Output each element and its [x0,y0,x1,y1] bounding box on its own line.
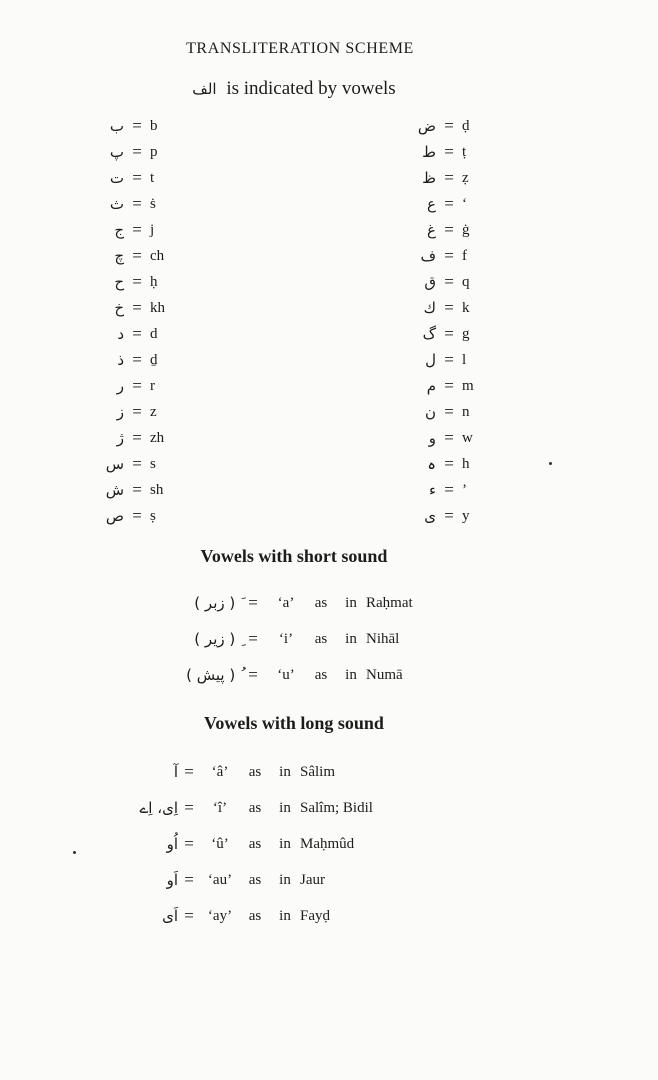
equals-sign: = [444,298,454,317]
vowel-value: ‘î’ [212,799,228,816]
vowel-row [100,794,373,822]
equals-sign: = [444,480,454,499]
latin-transliteration: ḏ [150,352,158,368]
consonant-row [408,399,492,425]
consonant-row [96,321,180,347]
latin-transliteration: ‘ [462,196,467,212]
vowel-row [170,661,403,689]
consonant-row [408,217,492,243]
equals-sign: = [248,665,258,684]
latin-transliteration: k [462,300,470,316]
latin-transliteration: p [150,144,158,160]
latin-transliteration: ṡ [150,196,156,212]
subtitle-text: is indicated by vowels [226,78,396,99]
arabic-letter: س [105,455,124,473]
latin-transliteration: q [462,274,470,290]
equals-sign: = [444,142,454,161]
vowel-row [100,866,325,894]
example-word: Sâlim [300,763,336,780]
equals-sign: = [132,116,142,135]
consonant-row [96,269,180,295]
consonant-column-right [408,113,492,529]
latin-transliteration: sh [150,482,164,498]
arabic-letter: ل [425,351,436,369]
in-word: in [279,799,291,816]
consonant-row [408,295,492,321]
equals-sign: = [132,298,142,317]
latin-transliteration: ṭ [462,144,467,160]
arabic-letter: ق [424,273,436,291]
consonant-row [408,373,492,399]
arabic-letter: پ [109,143,124,161]
equals-sign: = [132,324,142,343]
vowel-value: ‘â’ [211,763,229,780]
vowel-arabic: اِی، اِے [139,799,178,817]
vowel-value: ‘i’ [278,630,294,647]
vowel-arabic: اَو [166,871,178,889]
consonant-row [96,373,180,399]
equals-sign: = [132,480,142,499]
latin-transliteration: y [462,508,470,524]
speck [73,851,76,854]
latin-transliteration: r [150,378,155,394]
latin-transliteration: n [462,404,470,420]
short-vowels-heading: Vowels with short sound [200,546,388,566]
latin-transliteration: ẓ [462,170,469,186]
arabic-letter: خ [114,299,124,317]
vowel-arabic: اُو [166,835,178,853]
vowel-value: ‘û’ [211,835,229,852]
in-word: in [279,871,291,888]
latin-transliteration: h [462,456,470,472]
arabic-letter: ذ [117,351,124,369]
latin-transliteration: j [150,222,155,238]
arabic-letter: غ [427,221,436,239]
arabic-letter: ء [428,481,436,499]
latin-transliteration: b [150,118,158,134]
consonant-row [96,399,180,425]
arabic-letter: ی [424,507,436,525]
arabic-letter: ط [422,143,436,161]
vowel-row [170,589,413,617]
arabic-letter: ن [424,403,436,421]
latin-transliteration: zh [150,430,165,446]
latin-transliteration: f [462,248,467,264]
equals-sign: = [132,428,142,447]
example-word: Raḥmat [366,594,413,611]
consonant-row [96,139,180,165]
latin-transliteration: kh [150,300,165,316]
equals-sign: = [444,116,454,135]
subtitle [0,78,588,100]
subtitle-arabic: الف [192,82,217,98]
vowel-row [100,758,335,786]
consonant-column-left [96,113,180,529]
in-word: in [345,666,357,683]
arabic-letter: ع [427,195,436,213]
vowel-arabic: ُ ( پیش ) [186,666,240,684]
equals-sign: = [444,324,454,343]
equals-sign: = [444,246,454,265]
consonant-row [408,139,492,165]
equals-sign: = [184,870,194,889]
vowel-row [170,625,399,653]
as-word: as [248,799,262,816]
equals-sign: = [132,272,142,291]
equals-sign: = [184,798,194,817]
consonant-row [408,321,492,347]
consonant-row [408,113,492,139]
vowel-value: ‘a’ [277,594,295,611]
consonant-row [408,425,492,451]
as-word: as [248,907,262,924]
in-word: in [279,835,291,852]
consonant-row [408,243,492,269]
equals-sign: = [184,906,194,925]
consonant-row [408,477,492,503]
latin-transliteration: ’ [462,482,467,498]
equals-sign: = [248,629,258,648]
consonant-row [408,165,492,191]
consonant-row [96,451,180,477]
as-word: as [248,835,262,852]
consonant-row [96,503,180,529]
arabic-letter: ج [114,221,124,239]
vowel-arabic: آ [173,763,178,781]
arabic-letter: ہ [427,455,436,473]
arabic-letter: گ [422,325,436,343]
vowel-arabic: ِ ( زیر ) [194,630,240,648]
example-word: Maḥmûd [300,835,355,852]
in-word: in [279,907,291,924]
latin-transliteration: d [150,326,158,342]
equals-sign: = [132,376,142,395]
arabic-letter: ز [116,403,124,421]
arabic-letter: ث [109,195,124,213]
consonant-row [96,113,180,139]
consonant-row [96,477,180,503]
consonant-row [408,191,492,217]
as-word: as [314,594,328,611]
equals-sign: = [184,834,194,853]
latin-transliteration: ch [150,248,165,264]
latin-transliteration: z [150,404,157,420]
vowel-row [100,902,330,930]
arabic-letter: ك [423,299,436,317]
equals-sign: = [444,506,454,525]
example-word: Numā [366,666,403,683]
vowel-value: ‘u’ [277,666,295,683]
latin-transliteration: g [462,326,470,342]
consonant-row [408,503,492,529]
equals-sign: = [444,168,454,187]
consonant-row [96,295,180,321]
arabic-letter: ت [109,169,124,187]
equals-sign: = [444,402,454,421]
consonant-row [96,243,180,269]
latin-transliteration: w [462,430,473,446]
equals-sign: = [132,454,142,473]
speck [549,462,552,465]
arabic-letter: ص [105,507,124,525]
equals-sign: = [444,194,454,213]
example-word: Nihāl [366,630,400,647]
page-title: TRANSLITERATION SCHEME [186,40,414,57]
equals-sign: = [444,220,454,239]
equals-sign: = [444,376,454,395]
arabic-letter: ض [417,117,436,135]
arabic-letter: ژ [116,429,124,447]
equals-sign: = [184,762,194,781]
consonant-row [96,191,180,217]
vowel-arabic: َ ( زبر ) [194,594,240,612]
vowel-row [100,830,354,858]
arabic-letter: ف [420,247,436,265]
equals-sign: = [132,168,142,187]
equals-sign: = [132,350,142,369]
as-word: as [314,630,328,647]
vowel-value: ‘ay’ [207,907,233,924]
equals-sign: = [132,142,142,161]
arabic-letter: م [426,377,436,395]
equals-sign: = [132,194,142,213]
latin-transliteration: l [462,352,467,368]
latin-transliteration: ḥ [150,274,158,290]
latin-transliteration: ṣ [150,508,156,524]
consonant-row [96,425,180,451]
arabic-letter: ر [116,377,124,395]
equals-sign: = [444,350,454,369]
latin-transliteration: t [150,170,155,186]
vowel-arabic: اَی [162,907,178,925]
equals-sign: = [132,402,142,421]
equals-sign: = [444,428,454,447]
equals-sign: = [444,454,454,473]
consonant-row [96,217,180,243]
arabic-letter: چ [114,247,124,265]
arabic-letter: ح [114,273,124,291]
as-word: as [314,666,328,683]
example-word: Salîm; Bidil [300,799,373,816]
latin-transliteration: m [462,378,474,394]
arabic-letter: ش [105,481,124,499]
latin-transliteration: s [150,456,156,472]
equals-sign: = [132,506,142,525]
arabic-letter: ب [109,117,124,135]
example-word: Jaur [300,871,325,888]
consonant-row [96,347,180,373]
in-word: in [345,594,357,611]
latin-transliteration: ġ [462,222,470,238]
equals-sign: = [444,272,454,291]
consonant-row [408,269,492,295]
arabic-letter: ظ [422,169,436,187]
as-word: as [248,763,262,780]
arabic-letter: د [117,325,124,343]
consonant-row [96,165,180,191]
consonant-row [408,451,492,477]
as-word: as [248,871,262,888]
in-word: in [279,763,291,780]
equals-sign: = [132,220,142,239]
consonant-row [408,347,492,373]
long-vowels-heading: Vowels with long sound [204,713,384,733]
equals-sign: = [132,246,142,265]
equals-sign: = [248,593,258,612]
example-word: Fayḍ [300,907,330,924]
arabic-letter: و [428,429,436,447]
vowel-value: ‘au’ [207,871,233,888]
latin-transliteration: ḍ [462,118,470,134]
in-word: in [345,630,357,647]
